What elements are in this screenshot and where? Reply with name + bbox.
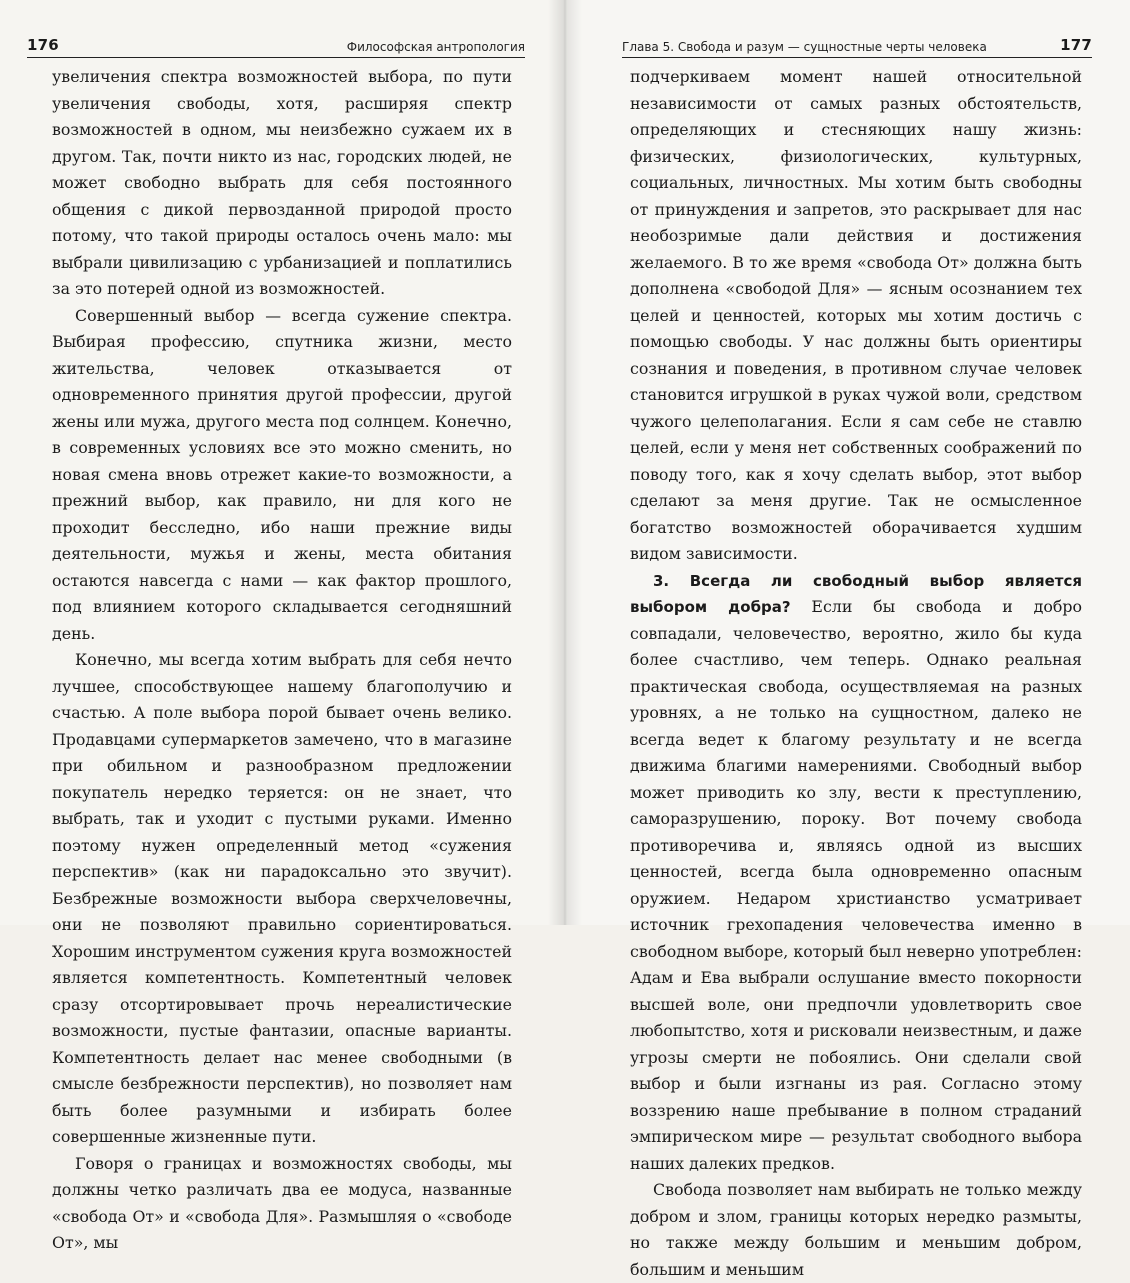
section-heading: 3. Всегда ли свободный выбор является выбором добра?: [630, 571, 1082, 616]
left-page-header: [27, 30, 525, 54]
left-page: [0, 0, 565, 1252]
paragraph: увеличения спектра возможностей выбора, по пути увеличения свободы, хотя, расширяя спектр возможностей в одном, мы неизбежно сужаем их в другом. Так, почти никто из нас, городских людей, не может свободно выбрать для себя постоянного общения с дикой первозданной природой просто потому, что такой природы осталось очень мало: мы выбрали цивилизацию с урбанизацией и поплатились за это потерей одной из возможностей.: [52, 67, 512, 298]
left-page-number: 176: [27, 36, 59, 54]
right-page: [565, 0, 1130, 1279]
paragraph: Конечно, мы всегда хотим выбрать для себя нечто лучшее, способствующее нашему благополучию и счастью. А поле выбора порой бывает очень велико. Продавцами супермаркетов замечено, что в магазине при обильном и разнообразном предложении покупатель нередко теряется: он не знает, что выбрать, так и уходит с пустыми руками. Именно поэтому нужен определенный метод «сужения перспектив» (как ни парадоксально это звучит). Безбрежные возможности выбора сверхчеловечны, они не позволяют правильно сориентироваться. Хорошим инструментом сужения круга возможностей является компетентность. Компетентный человек сразу отсортировывает прочь нереалистические возможности, пустые фантазии, опасные варианты. Компетентность делает нас менее свободными (в смысле безбрежности перспектив), но позволяет нам быть более разумными и избирать более совершенные жизненные пути.: [52, 650, 512, 1146]
left-page-body: [52, 64, 512, 1257]
left-header-rule: [27, 57, 525, 58]
right-page-number: 177: [1060, 36, 1092, 54]
right-page-header: [622, 30, 1092, 54]
paragraph: Говоря о границах и возможностях свободы, мы должны четко различать два ее модуса, названные «свобода От» и «свобода Для». Размышляя о «свободе От», мы: [52, 1153, 512, 1252]
right-page-body: [630, 64, 1082, 1283]
paragraph: Совершенный выбор — всегда сужение спектра. Выбирая профессию, спутника жизни, место жительства, человек отказывается от одновременного принятия другой профессии, другой жены или мужа, другого места под солнцем. Конечно, в современных условиях все это можно сменить, но новая смена вновь отрежет какие-то возможности, а прежний выбор, как правило, ни для кого не проходит бесследно, ибо наши прежние виды деятельности, мужья и жены, места обитания остаются навсегда с нами — как фактор прошлого, под влиянием которого складывается сегодняшний день.: [52, 305, 512, 643]
left-running-title: Философская антропология: [346, 40, 525, 54]
section-paragraph: [630, 568, 1082, 1178]
paragraph: Свобода позволяет нам выбирать не только между добром и злом, границы которых нередко размыты, но также между большим и меньшим добром, большим и меньшим: [630, 1180, 1082, 1279]
right-header-rule: [622, 57, 1092, 58]
right-running-title: Глава 5. Свобода и разум — сущностные черты человека: [622, 40, 987, 54]
section-paragraph-text: Если бы свобода и добро совпадали, человечество, вероятно, жило бы куда более счастливо, чем теперь. Однако реальная практическая свобода, осуществляемая на разных уровнях, а не только на сущностном, далеко не всегда ведет к благому результату и не всегда движима благими намерениями. Свободный выбор может приводить ко злу, вести к преступлению, саморазрушению, пороку. Вот почему свобода противоречива и, являясь одной из высших ценностей, всегда была одновременно опасным оружием. Недаром христианство усматривает источник грехопадения человечества именно в свободном выборе, который был неверно употреблен: Адам и Ева выбрали ослушание вместо покорности высшей воле, они предпочли удовлетворить свое любопытство, хотя и рисковали неизвестным, и даже угрозы смерти не побоялись. Они сделали свой выбор и были изгнаны из рая. Согласно этому воззрению наше пребывание в полном страданий эмпирическом мире — результат свободного выбора наших далеких предков.: [630, 597, 1082, 1173]
paragraph: подчеркиваем момент нашей относительной независимости от самых разных обстоятельств, определяющих и стесняющих нашу жизнь: физических, физиологических, культурных, социальных, личностных. Мы хотим быть свободны от принуждения и запретов, это раскрывает для нас необозримые дали действия и достижения желаемого. В то же время «свобода От» должна быть дополнена «свободой Для» — ясным осознанием тех целей и ценностей, которых мы хотим достичь с помощью свободы. У нас должны быть ориентиры сознания и поведения, в противном случае человек становится игрушкой в руках чужой воли, средством чужого целеполагания. Если я сам себе не ставлю целей, если у меня нет собственных соображений по поводу того, как я хочу сделать выбор, этот выбор сделают за меня другие. Так не осмысленное богатство возможностей оборачивается худшим видом зависимости.: [630, 67, 1082, 563]
